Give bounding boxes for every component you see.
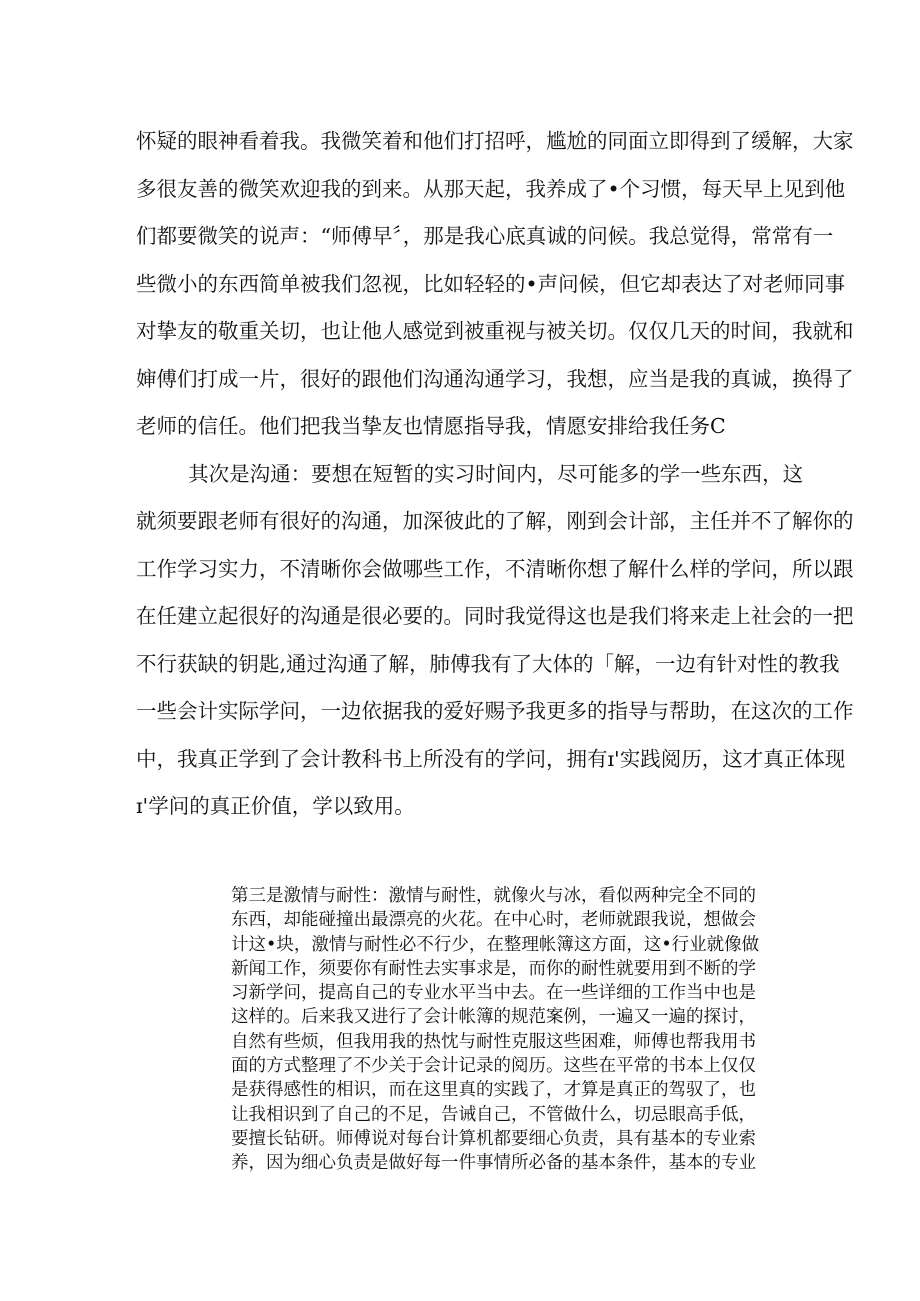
text-line: 其次是沟通：要想在短暂的实习时间内，尽可能多的学一些东西，这 <box>136 461 804 486</box>
text-line: 怀疑的眼神看着我。我微笑着和他们打招呼，尴尬的同面立即得到了缓解，大家 <box>136 129 854 153</box>
text-line: 在任建立起很好的沟通是很必要的。同时我觉得这也是我们将来走上社会的一把 <box>136 604 854 628</box>
text-line: 老师的信任。他们把我当挚友也情愿指导我，情愿安排给我任务C <box>136 414 726 438</box>
text-line: 是获得感性的相识，而在这里真的实践了，才算是真正的驾驭了，也 <box>231 1080 756 1101</box>
text-line: 们都要微笑的说声：“师傅早〞，那是我心底真诚的问候。我总觉得，常常有一 <box>136 224 834 248</box>
text-line: 些微小的东西简单被我们忽视，比如轻轻的•声问候，但它却表达了对老师同事 <box>136 271 846 296</box>
paragraph-1 <box>136 118 854 451</box>
text-line: 让我相识到了自己的不足，告诫自己，不管做什么，切忌眼高手低， <box>231 1104 756 1125</box>
text-line: 第三是激情与耐性：激情与耐性，就像火与冰，看似两种完全不同的 <box>231 886 756 906</box>
text-line: 新闻工作，须要你有耐性去实事求是，而你的耐性就要用到不断的学 <box>231 958 756 979</box>
text-line: 东西，却能碰撞出最漂亮的火花。在中心时，老师就跟我说，想做会 <box>231 910 756 931</box>
text-line: 习新学问，提高自己的专业水平当中去。在一些详细的工作当中也是 <box>231 983 756 1004</box>
paragraph-group-top <box>136 118 854 831</box>
paragraph-2 <box>136 451 854 831</box>
text-line: ɪ'学问的真正价值，学以致用。 <box>136 794 415 818</box>
text-line: 就须要跟老师有很好的沟通，加深彼此的了解，刚到会计部，主任并不了解你的 <box>136 509 854 533</box>
text-line: 计这•块，激情与耐性必不行少，在整理帐簿这方面，这•行业就像做 <box>231 934 760 955</box>
text-line: 婶傅们打成一片，很好的跟他们沟通沟通学习，我想，应当是我的真诚，换得了 <box>136 366 854 391</box>
text-line: 要擅长钻研。师傅说对每台计算机都要细心负责，具有基本的专业索 <box>231 1128 756 1149</box>
text-line: 自然有些烦，但我用我的热忱与耐性克服这些困难，师傅也帮我用书 <box>231 1031 756 1052</box>
text-line: 一些会计实际学问，一边依据我的爱好赐予我更多的指导与帮助，在这次的工作 <box>136 699 854 723</box>
text-line: 多很友善的微笑欢迎我的到来。从那天起，我养成了•个习惯，每天早上见到他 <box>136 176 846 201</box>
text-line: 养，因为细心负责是做好每一件事情所必备的基本条件，基本的专业 <box>231 1153 756 1174</box>
paragraph-3 <box>231 884 791 1176</box>
text-line: 工作学习实力，不清晰你会做哪些工作，不清晰你想了解什么样的学问，所以跟 <box>136 556 854 581</box>
text-line: 中，我真正学到了会计教科书上所没有的学问，拥有ɪ'实践阅历，这才真正体现 <box>136 746 846 771</box>
text-line: 不行获缺的钥匙,通过沟通了解，肺傅我有了大体的「解，一边有针对性的教我 <box>136 651 840 676</box>
text-line: 这样的。后来我又进行了会计帐簿的规范案例，一遍又一遍的探讨， <box>231 1007 756 1028</box>
text-line: 对挚友的敬重关切，也让他人感觉到被重视与被关切。仅仅几天的时间，我就和 <box>136 319 854 343</box>
text-line: 面的方式整理了不少关于会计记录的阅历。这些在平常的书本上仅仅 <box>231 1056 756 1077</box>
